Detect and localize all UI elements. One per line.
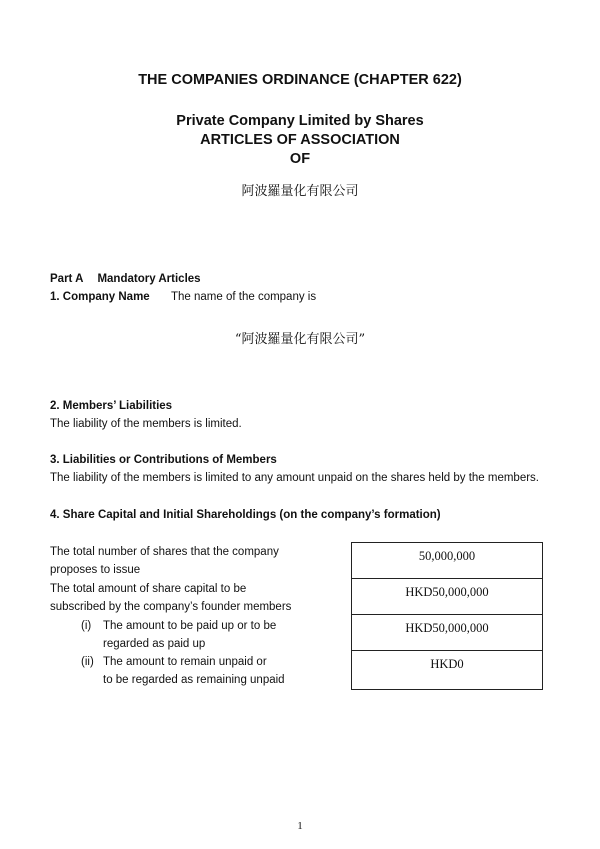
- share-value-cell: HKD0: [352, 651, 543, 690]
- part-a-heading: [50, 273, 201, 285]
- table-row: [352, 615, 543, 651]
- section-1-heading: 1. Company Name: [50, 291, 150, 303]
- part-a-label: Part A: [50, 273, 84, 285]
- table-row: [352, 579, 543, 615]
- share-row-label-line: proposes to issue: [50, 564, 141, 577]
- share-values-table: [351, 542, 543, 690]
- ordinance-title: THE COMPANIES ORDINANCE (CHAPTER 622): [138, 72, 462, 88]
- share-row-label-line: subscribed by the company’s founder members: [50, 601, 292, 614]
- section-1-text: The name of the company is: [171, 291, 317, 303]
- title-line-3: OF: [289, 151, 311, 167]
- table-row: [352, 651, 543, 690]
- table-row: [352, 543, 543, 579]
- share-subrow-label: [81, 653, 285, 689]
- share-row-label-line: The amount to be paid up or to be: [103, 620, 277, 632]
- subrow-number: (i): [81, 620, 92, 632]
- share-value-cell: HKD50,000,000: [352, 615, 543, 651]
- part-a-title: Mandatory Articles: [97, 273, 201, 285]
- subrow-number: (ii): [81, 656, 94, 668]
- section-liabilities-contributions: [50, 454, 539, 484]
- share-subrow-label: [81, 617, 276, 653]
- section-company-name: [50, 291, 317, 303]
- section-2-heading: 2. Members’ Liabilities: [50, 400, 173, 412]
- company-name-chinese: 阿波羅量化有限公司: [241, 184, 359, 199]
- share-row-label: [50, 543, 279, 579]
- share-row-label-line: The total amount of share capital to be: [50, 583, 247, 595]
- share-row-label: [50, 580, 291, 616]
- section-2-text: The liability of the members is limited.: [50, 418, 242, 430]
- document-title: [0, 112, 600, 169]
- share-value-cell: 50,000,000: [352, 543, 543, 579]
- section-3-heading: 3. Liabilities or Contributions of Members: [50, 454, 277, 466]
- title-line-2: ARTICLES OF ASSOCIATION: [200, 132, 400, 148]
- share-row-label-line: to be regarded as remaining unpaid: [103, 674, 285, 687]
- share-row-label-line: The total number of shares that the company: [50, 546, 279, 558]
- section-4-heading: 4. Share Capital and Initial Shareholdings (on the company’s formation): [50, 509, 441, 521]
- share-row-label-line: The amount to remain unpaid or: [103, 656, 267, 668]
- quoted-company-name: “阿波羅量化有限公司”: [234, 332, 366, 347]
- section-members-liabilities: [50, 400, 242, 430]
- title-line-1: Private Company Limited by Shares: [176, 113, 424, 129]
- share-row-label-line: regarded as paid up: [103, 638, 206, 651]
- section-3-text: The liability of the members is limited to any amount unpaid on the shares held by the members.: [50, 472, 539, 484]
- share-value-cell: HKD50,000,000: [352, 579, 543, 615]
- page-number: 1: [297, 820, 303, 832]
